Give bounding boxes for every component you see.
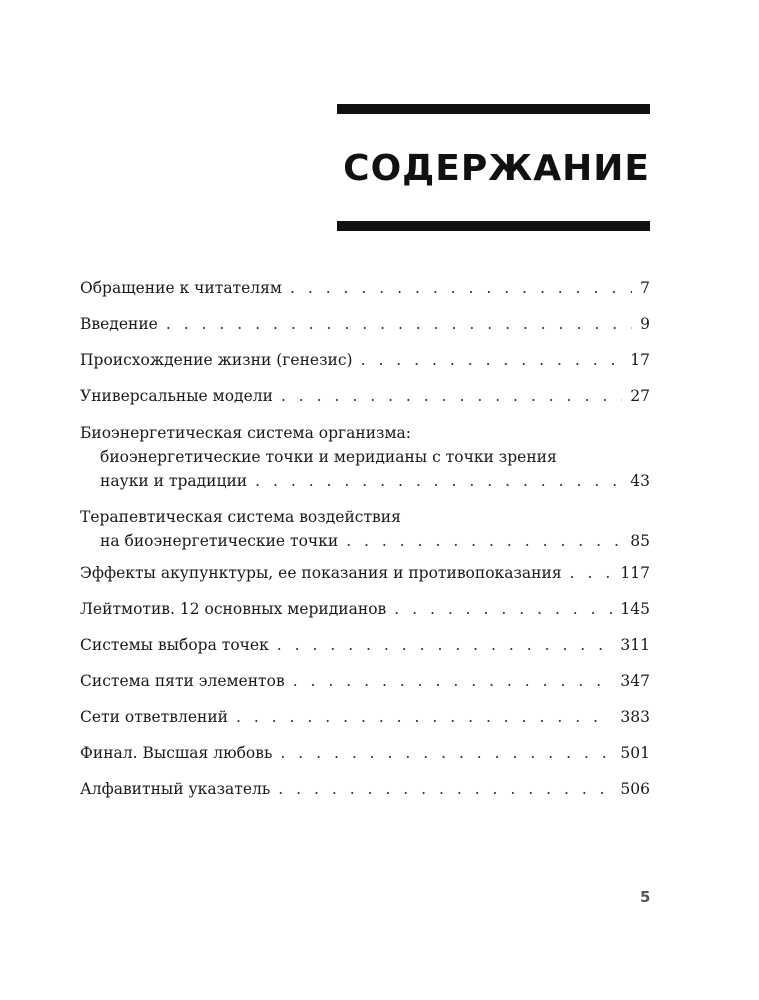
toc-entry-title: биоэнергетические точки и меридианы с точки зрения <box>100 448 557 466</box>
dot-leader <box>278 777 612 801</box>
toc-page-number: 7 <box>640 279 650 297</box>
toc-entry-title: Системы выбора точек <box>80 636 269 654</box>
toc-entry[interactable] <box>80 276 650 300</box>
toc-entry-title: Терапевтическая система воздействия <box>80 508 401 526</box>
dot-leader <box>255 469 622 493</box>
toc-entry-title: Универсальные модели <box>80 387 273 405</box>
toc-entry-title: Происхождение жизни (генезис) <box>80 351 353 369</box>
toc-entry-title: Алфавитный указатель <box>80 780 271 798</box>
toc-page-number: 311 <box>620 636 650 654</box>
dot-leader <box>281 384 622 408</box>
toc-entry[interactable] <box>80 348 650 372</box>
title-block <box>337 104 650 231</box>
dot-leader <box>236 705 612 729</box>
toc-entry-title: Обращение к читателям <box>80 279 282 297</box>
dot-leader <box>293 669 613 693</box>
title-top-rule <box>337 104 650 114</box>
dot-leader <box>361 348 623 372</box>
toc-page-number: 145 <box>620 600 650 618</box>
dot-leader <box>290 276 632 300</box>
toc-entry[interactable] <box>80 669 650 693</box>
toc-page-number: 43 <box>630 472 650 490</box>
dot-leader <box>346 529 622 553</box>
toc-page-number: 85 <box>630 532 650 550</box>
toc-entry[interactable] <box>80 633 650 657</box>
toc-entry-title: Лейтмотив. 12 основных меридианов <box>80 600 387 618</box>
toc-entry[interactable] <box>80 777 650 801</box>
toc-entry[interactable] <box>80 505 650 553</box>
toc-entry-title: Введение <box>80 315 158 333</box>
dot-leader <box>166 312 632 336</box>
toc-entry[interactable] <box>80 741 650 765</box>
toc-entry-title: на биоэнергетические точки <box>100 532 339 550</box>
toc-entry[interactable] <box>80 561 650 585</box>
toc-page-number: 117 <box>620 564 650 582</box>
toc-page-number: 506 <box>620 780 650 798</box>
toc-page-number: 383 <box>620 708 650 726</box>
toc-page-number: 501 <box>620 744 650 762</box>
dot-leader <box>280 741 612 765</box>
toc-page-number: 17 <box>630 351 650 369</box>
page-title: СОДЕРЖАНИЕ <box>343 148 650 189</box>
dot-leader <box>570 561 613 585</box>
toc-entry-title: Эффекты акупунктуры, ее показания и противопоказания <box>80 564 562 582</box>
toc-page-number: 347 <box>620 672 650 690</box>
toc-page-number: 9 <box>640 315 650 333</box>
dot-leader <box>394 597 612 621</box>
toc-entry[interactable] <box>80 384 650 408</box>
toc-page-number: 27 <box>630 387 650 405</box>
toc-entry[interactable] <box>80 312 650 336</box>
toc-entry-title: Биоэнергетическая система организма: <box>80 424 412 442</box>
toc-entry-title: науки и традиции <box>100 472 248 490</box>
dot-leader <box>277 633 613 657</box>
title-bottom-rule <box>337 221 650 231</box>
page-number: 5 <box>640 888 651 906</box>
toc-entry[interactable] <box>80 597 650 621</box>
toc-entry-title: Финал. Высшая любовь <box>80 744 273 762</box>
toc-entry[interactable] <box>80 705 650 729</box>
toc-entry-title: Система пяти элементов <box>80 672 285 690</box>
toc-entry-title: Сети ответвлений <box>80 708 228 726</box>
toc-entry[interactable] <box>80 421 650 493</box>
